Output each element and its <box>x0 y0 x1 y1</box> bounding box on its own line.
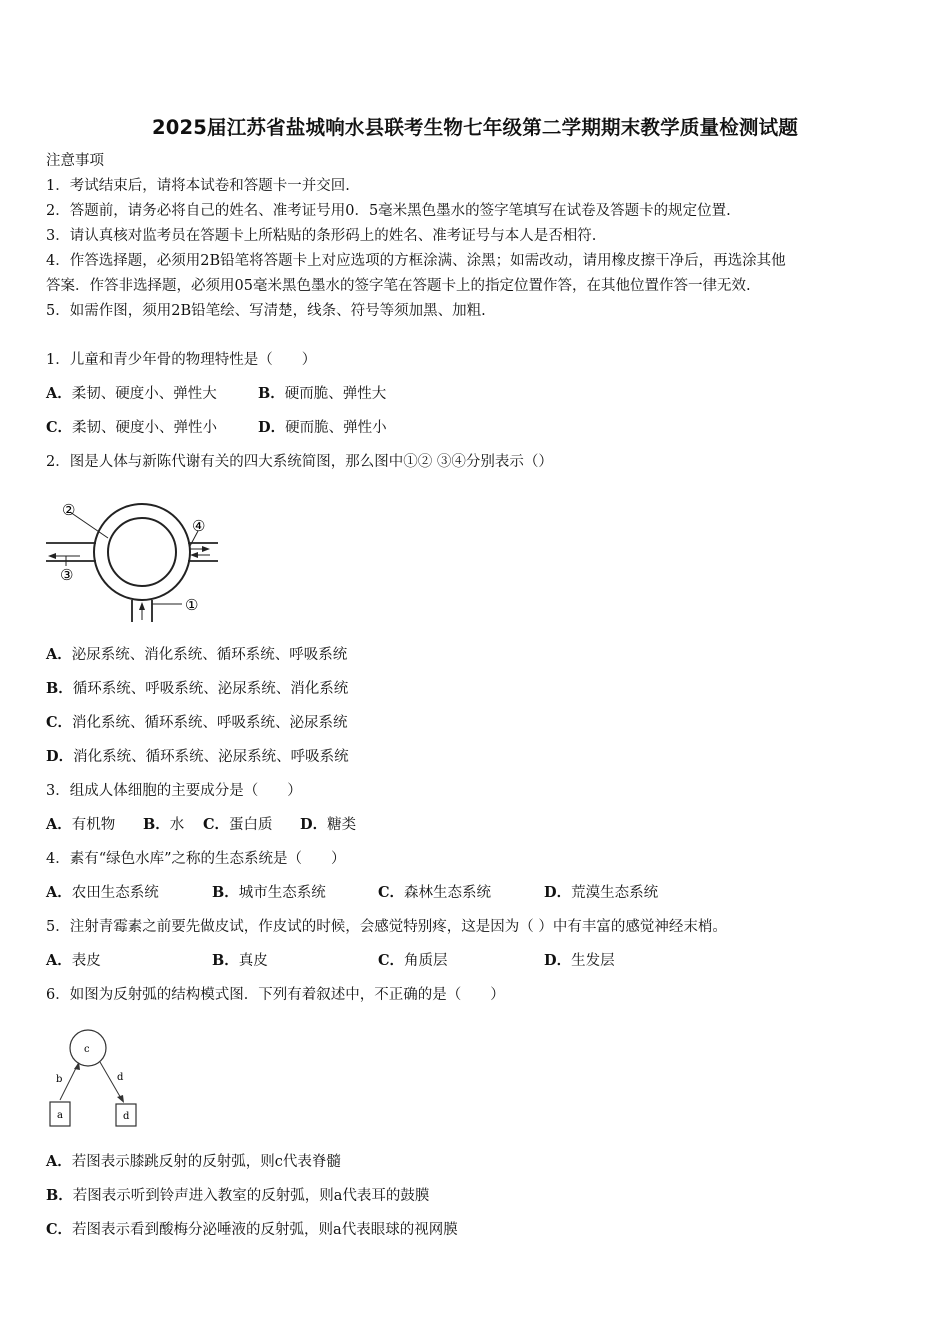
figure-label-1: ① <box>185 596 199 614</box>
q1-option-b: B．硬而脆、弹性大 <box>258 385 387 402</box>
notice-item: 1．考试结束后，请将本试卷和答题卡一并交回. <box>46 178 350 194</box>
figure-label-2: ② <box>62 501 76 519</box>
q1-option-d: D．硬而脆、弹性小 <box>258 419 387 436</box>
q3-option-b: B．水 <box>143 816 185 833</box>
notice-item: 5．如需作图，须用2B铅笔绘、写清楚，线条、符号等须加黑、加粗. <box>46 303 486 319</box>
q6-option-a: A．若图表示膝跳反射的反射弧，则c代表脊髓 <box>46 1153 341 1170</box>
q3-option-a: A．有机物 <box>46 816 116 833</box>
inner-ring <box>108 518 176 586</box>
reflex-label-c: c <box>84 1044 90 1055</box>
notice-item: 答案．作答非选择题，必须用05毫米黑色墨水的签字笔在答题卡上的指定位置作答，在其他位置作答一律无效. <box>46 278 751 294</box>
notice-item: 3．请认真核对监考员在答题卡上所粘贴的条形码上的姓名、准考证号与本人是否相符. <box>46 228 597 244</box>
q6-option-c: C．若图表示看到酸梅分泌唾液的反射弧，则a代表眼球的视网膜 <box>46 1221 458 1238</box>
reflex-label-d-box: d <box>123 1111 130 1122</box>
notice-item: 2．答题前，请务必将自己的姓名、准考证号用0．5毫米黑色墨水的签字笔填写在试卷及答题卡的规定位置. <box>46 203 731 219</box>
q5-option-c: C．角质层 <box>378 952 448 969</box>
q4-option-a: A．农田生态系统 <box>46 884 159 901</box>
q5-option-b: B．真皮 <box>212 952 268 969</box>
q2-option-a: A．泌尿系统、消化系统、循环系统、呼吸系统 <box>46 646 348 663</box>
q3-option-c: C．蛋白质 <box>203 816 273 833</box>
question-6-stem: 6．如图为反射弧的结构模式图．下列有着叙述中，不正确的是（ ） <box>46 987 505 1003</box>
q2-option-b: B．循环系统、呼吸系统、泌尿系统、消化系统 <box>46 680 349 697</box>
reflex-label-b: b <box>56 1074 63 1085</box>
figure-label-3: ③ <box>60 566 74 584</box>
metabolism-systems-figure <box>40 494 240 624</box>
question-1-stem: 1．儿童和青少年骨的物理特性是（ ） <box>46 352 317 368</box>
q4-option-b: B．城市生态系统 <box>212 884 326 901</box>
q3-option-d: D．糖类 <box>300 816 357 833</box>
q4-option-c: C．森林生态系统 <box>378 884 492 901</box>
reflex-label-d-arrow: d <box>117 1072 124 1083</box>
figure-label-4: ④ <box>192 517 206 535</box>
page-title: 2025届江苏省盐城响水县联考生物七年级第二学期期末教学质量检测试题 <box>151 116 799 139</box>
q1-option-a: A．柔韧、硬度小、弹性大 <box>46 385 217 402</box>
question-3-stem: 3．组成人体细胞的主要成分是（ ） <box>46 783 302 799</box>
question-2-stem: 2．图是人体与新陈代谢有关的四大系统简图，那么图中①② ③④分别表示（） <box>46 454 553 470</box>
q4-option-d: D．荒漠生态系统 <box>544 884 659 901</box>
reflex-label-a: a <box>57 1110 63 1121</box>
q5-option-a: A．表皮 <box>46 952 101 969</box>
reflex-arc-figure <box>40 1024 150 1134</box>
notice-heading: 注意事项 <box>46 153 104 169</box>
notice-item: 4．作答选择题，必须用2B铅笔将答题卡上对应选项的方框涂满、涂黑；如需改动，请用橡皮擦干净后，再选涂其他 <box>46 253 786 269</box>
q6-option-b: B．若图表示听到铃声进入教室的反射弧，则a代表耳的鼓膜 <box>46 1187 430 1204</box>
q2-option-c: C．消化系统、循环系统、呼吸系统、泌尿系统 <box>46 714 348 731</box>
q5-option-d: D．生发层 <box>544 952 615 969</box>
question-5-stem: 5．注射青霉素之前要先做皮试，作皮试的时候，会感觉特别疼，这是因为（ ）中有丰富的感觉神经末梢。 <box>46 919 727 935</box>
question-4-stem: 4．素有“绿色水库”之称的生态系统是（ ） <box>46 851 346 867</box>
q1-option-c: C．柔韧、硬度小、弹性小 <box>46 419 218 436</box>
q2-option-d: D．消化系统、循环系统、泌尿系统、呼吸系统 <box>46 748 349 765</box>
